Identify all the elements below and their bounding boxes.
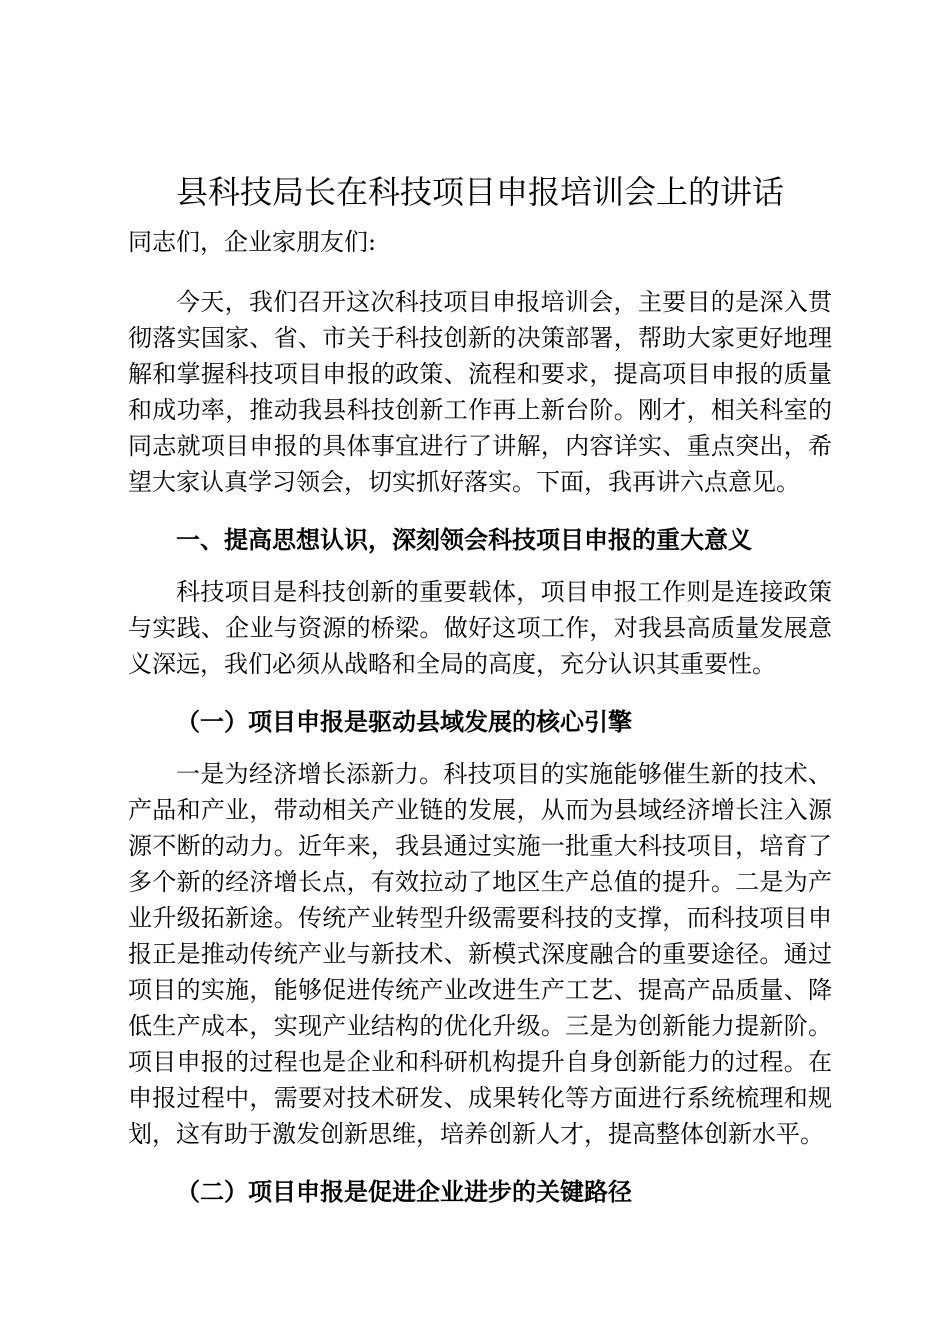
document-page <box>128 166 832 1210</box>
subsection-1-paragraph: 一是为经济增长添新力。科技项目的实施能够催生新的技术、产品和产业，带动相关产业链的发展，从而为县域经济增长注入源源不断的动力。近年来，我县通过实施一批重大科技项目，培育了多个新的经济增长点，有效拉动了地区生产总值的提升。二是为产业升级拓新途。传统产业转型升级需要科技的支撑，而科技项目申报正是推动传统产业与新技术、新模式深度融合的重要途径。通过项目的实施，能够促进传统产业改进生产工艺、提高产品质量、降低生产成本，实现产业结构的优化升级。三是为创新能力提新阶。项目申报的过程也是企业和科研机构提升自身创新能力的过程。在申报过程中，需要对技术研发、成果转化等方面进行系统梳理和规划，这有助于激发创新思维，培养创新人才，提高整体创新水平。 <box>128 760 832 1148</box>
document-title: 县科技局长在科技项目申报培训会上的讲话 <box>175 173 784 211</box>
section-1-paragraph: 科技项目是科技创新的重要载体，项目申报工作则是连接政策与实践、企业与资源的桥梁。做好这项工作，对我县高质量发展意义深远，我们必须从战略和全局的高度，充分认识其重要性。 <box>128 578 832 678</box>
subsection-1-heading: （一）项目申报是驱动县域发展的核心引擎 <box>176 707 632 736</box>
section-1-heading: 一、提高思想认识，深刻领会科技项目申报的重大意义 <box>176 525 752 554</box>
intro-paragraph: 今天，我们召开这次科技项目申报培训会，主要目的是深入贯彻落实国家、省、市关于科技创新的决策部署，帮助大家更好地理解和掌握科技项目申报的政策、流程和要求，提高项目申报的质量和成功率，推动我县科技创新工作再上新台阶。刚才，相关科室的同志就项目申报的具体事宜进行了讲解，内容详实、重点突出，希望大家认真学习领会，切实抓好落实。下面，我再讲六点意见。 <box>128 288 832 496</box>
salutation: 同志们，企业家朋友们: <box>128 228 377 256</box>
subsection-2-heading: （二）项目申报是促进企业进步的关键路径 <box>176 1177 632 1206</box>
